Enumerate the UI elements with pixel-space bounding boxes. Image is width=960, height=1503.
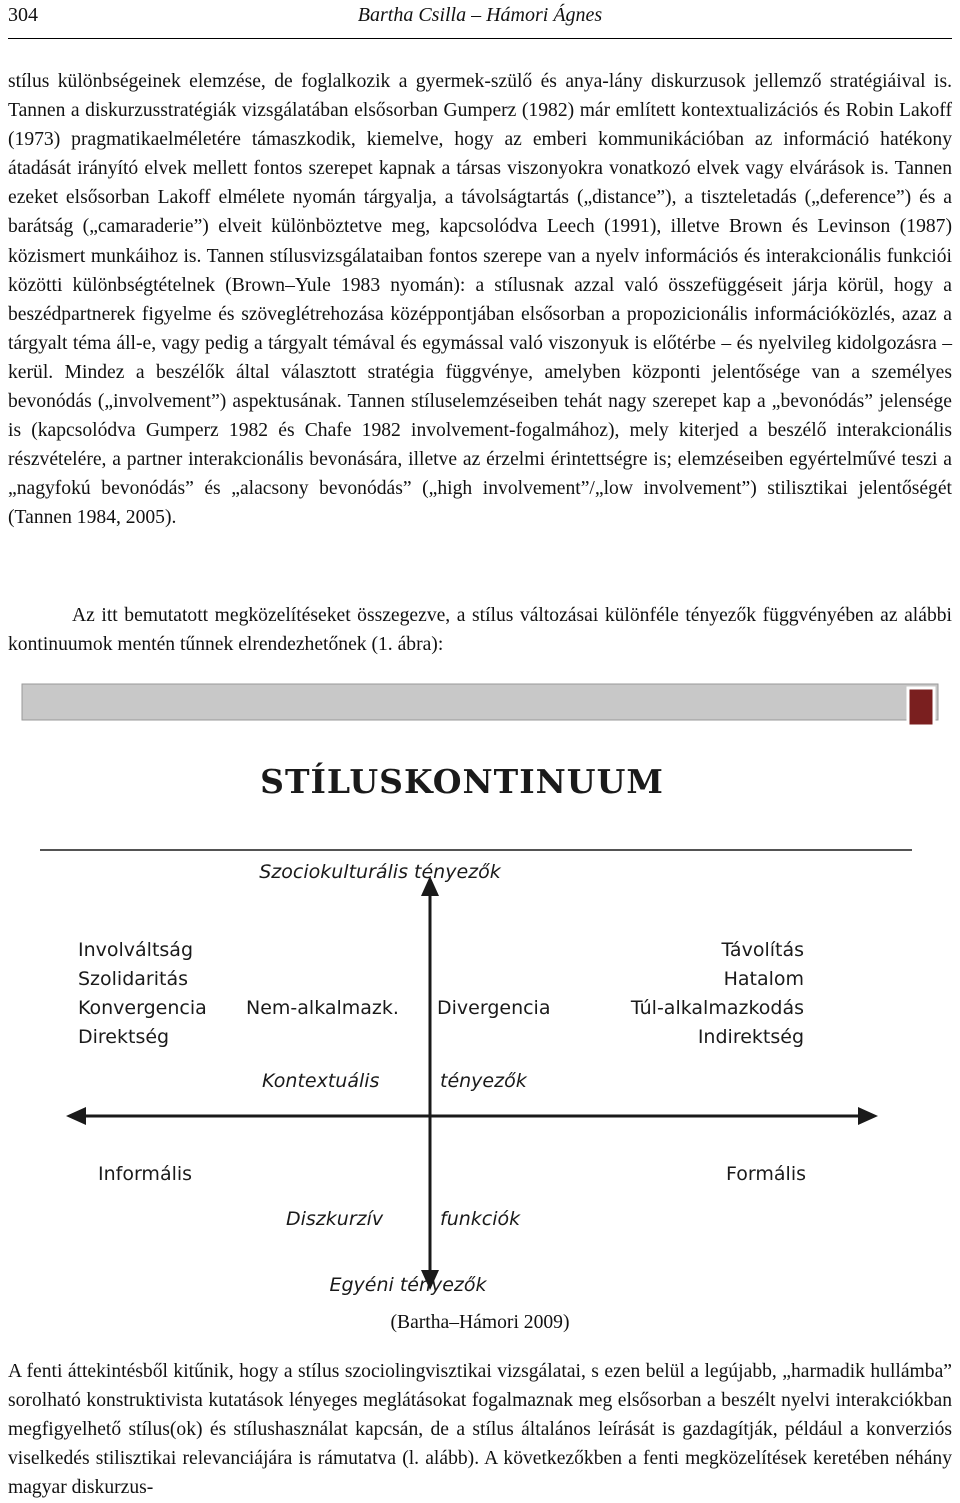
banner-accent-square: [908, 688, 934, 726]
figure-caption: (Bartha–Hámori 2009): [390, 1312, 570, 1333]
left-terms: [78, 939, 207, 1048]
horizontal-axis-arrow-right: [858, 1107, 878, 1125]
discursive-right-label: funkciók: [440, 1208, 521, 1230]
bottom-factor-label: Egyéni tényezők: [329, 1274, 487, 1296]
figure-banner: [22, 684, 938, 720]
left-term: Direktség: [78, 1026, 170, 1048]
body-paragraph-1: stílus különbségeinek elemzése, de foglalkozik a gyermek-szülő és anya-lány diskurzusok jellemző stratégiáival is. Tannen a diskurzusstratégiák vizsgálatában elsősorban Gumperz (1982) már említett kontextualizációs és Robin Lakoff (1973) pragmatikaelméletére támaszkodik, kiemelve, hogy az emberi kommunikációban az információ hatékony átadását irányító elvek mellett fontos szerepet kapnak a társas viszonyokra vonatkozó elvek vagy elvárások is. Tannen ezeket elsősorban Lakoff elmélete nyomán tárgyalja, a távolságtartás („distance”), a tiszteletadás („deference”) és a barátság („camaraderie”) elveit különböztetve meg, kapcsolódva Leech (1991), illetve Brown és Levinson (1987) közismert munkáihoz is. Tannen stílusvizsgálataiban fontos szerepe van a nyelv információs és interakcionális funkciói közötti különbségtételnek (Brown–Yule 1983 nyomán): a stílusnak azzal való összefüggéseit járja körül, hogy a beszédpartnerek figyelme és szöveglétrehozása középpontjában elsősorban a propozicionális információközlés, azaz a tárgyalt téma áll-e, vagy pedig a tárgyalt témával és egymással való viszonyuk is előtérbe – és nyelvileg kidolgozásra – kerül. Mindez a beszélők által választott stratégia függvénye, amelyben központi jelentősége van a személyes bevonódás („involvement”) aspektusának. Tannen stíluselemzéseiben tehát nagy szerepet kap a „bevonódás” jelensége is (kapcsolódva Gumperz 1982 és Chafe 1982 involvement-fogalmához), mely kiterjed a beszélő interakcionális részvételére, a partner interakcionális bevonására, illetve az érzelmi érintettségre is; elemzéseiben egyértelművé teszi a „nagyfokú bevonódás” és „alacsony bevonódás” („high involvement”/„low involvement”) stilisztikai jelentőségét (Tannen 1984, 2005).: [8, 71, 952, 529]
right-term: Hatalom: [723, 968, 804, 990]
left-term: Szolidaritás: [78, 968, 189, 990]
page-header: [8, 0, 952, 39]
running-head: Bartha Csilla – Hámori Ágnes: [357, 4, 603, 26]
right-term: Túl-alkalmazkodás: [630, 997, 804, 1019]
body-paragraph-2: Az itt bemutatott megközelítéseket összegezve, a stílus változásai különféle tényezők függvényében az alábbi kontinuumok mentén tűnnek elrendezhetőnek (1. ábra):: [8, 605, 952, 656]
figure-title: STÍLUSKONTINUUM: [260, 762, 664, 801]
contextual-right-label: tényezők: [440, 1070, 527, 1092]
informal-label: Informális: [98, 1163, 193, 1185]
discursive-left-label: Diszkurzív: [286, 1208, 384, 1230]
formal-label: Formális: [726, 1163, 806, 1185]
page-number: 304: [8, 4, 38, 26]
top-factor-label: Szociokulturális tényezők: [259, 861, 501, 883]
horizontal-axis-arrow-left: [66, 1107, 86, 1125]
contextual-left-label: Kontextuális: [262, 1070, 380, 1092]
center-right-term: Divergencia: [437, 997, 551, 1019]
style-continuum-figure: [0, 680, 960, 1310]
figure-canvas: [0, 680, 960, 1310]
right-terms: [630, 939, 804, 1048]
center-left-term: Nem-alkalmazk.: [246, 997, 399, 1019]
right-term: Indirektség: [697, 1026, 804, 1048]
left-term: Konvergencia: [78, 997, 207, 1019]
right-term: Távolítás: [721, 939, 804, 961]
left-term: Involváltság: [78, 939, 194, 961]
body-paragraph-3: A fenti áttekintésből kitűnik, hogy a stílus szociolingvisztikai vizsgálatai, s ezen belül a legújabb, „harmadik hullámba” sorolható konstruktivista kutatások lényeges meglátásokat fogalmaznak meg elsősorban a beszélt nyelvi interakciókban megfigyelhető stílus(ok) és stílushasználat kapcsán, de a stílus általános leírását is gazdagítják, például a konverziós viselkedés stilisztikai relevanciájára is rámutatva (l. alább). A következőkben a fenti megközelítések keretében néhány magyar diskurzus-: [8, 1361, 952, 1499]
